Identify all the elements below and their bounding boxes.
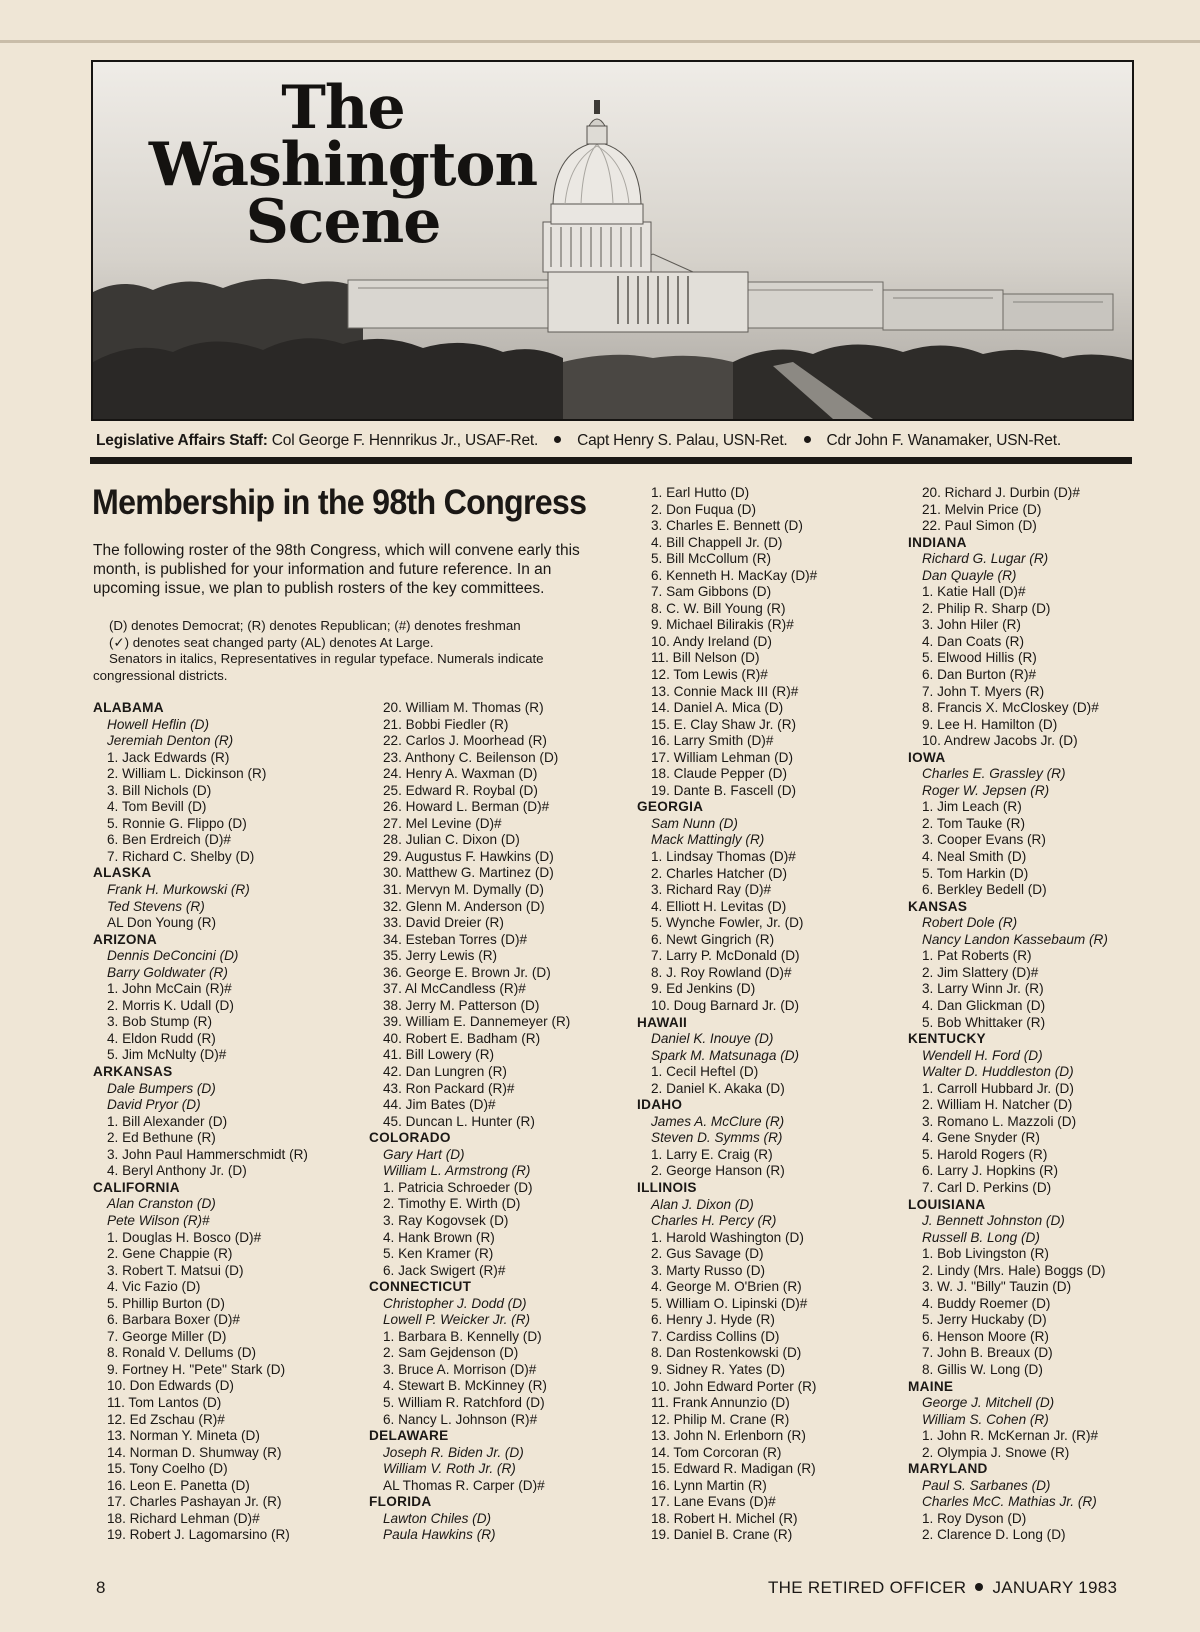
representative-entry: 1. Jack Edwards (R) [107,749,230,765]
representative-entry: 19. Daniel B. Crane (R) [651,1527,793,1543]
legend-line: Senators in italics, Representatives in regular typeface. Numerals indicate congressional districts. [93,651,544,683]
representative-entry: 35. Jerry Lewis (R) [383,948,498,964]
bullet-icon [804,436,811,443]
representative-entry: 9. Fortney H. "Pete" Stark (D) [107,1361,286,1377]
state-heading: MARYLAND [908,1461,988,1477]
representative-entry: 4. Buddy Roemer (D) [922,1295,1051,1311]
representative-entry: 1. Earl Hutto (D) [651,485,750,500]
representative-entry: 15. Edward R. Madigan (R) [651,1461,816,1477]
representative-entry: 10. Andrew Jacobs Jr. (D) [922,733,1078,749]
representative-entry: 8. Gillis W. Long (D) [922,1361,1043,1377]
representative-entry: 4. Elliott H. Levitas (D) [651,898,787,914]
representative-entry: 6. Nancy L. Johnson (R)# [383,1411,538,1427]
representative-entry: 6. Newt Gingrich (R) [651,931,775,947]
representative-entry: 5. Ronnie G. Flippo (D) [107,815,247,831]
representative-entry: 2. Charles Hatcher (D) [651,865,787,881]
representative-entry: 33. David Dreier (R) [383,915,504,931]
representative-entry: 15. Tony Coelho (D) [107,1461,228,1477]
senator-entry: Roger W. Jepsen (R) [922,782,1050,798]
representative-entry: 1. Patricia Schroeder (D) [383,1179,533,1195]
representative-entry: 7. Cardiss Collins (D) [651,1328,780,1344]
representative-entry: 25. Edward R. Roybal (D) [383,782,538,798]
senator-entry: James A. McClure (R) [651,1113,785,1129]
representative-entry: 2. Tom Tauke (R) [922,815,1026,831]
representative-entry: 6. Kenneth H. MacKay (D)# [651,567,818,583]
page-number: 8 [96,1578,106,1597]
senator-entry: Gary Hart (D) [383,1146,465,1162]
state-heading: IDAHO [637,1097,683,1113]
representative-entry: 3. Bob Stump (R) [107,1014,213,1030]
representative-entry: 2. Philip R. Sharp (D) [922,600,1051,616]
representative-entry: 4. Dan Glickman (D) [922,997,1046,1013]
roster-column-4 [908,485,1108,1544]
representative-entry: 43. Ron Packard (R)# [383,1080,515,1096]
senator-entry: Charles H. Percy (R) [651,1213,777,1229]
representative-entry: 4. George M. O'Brien (R) [651,1279,802,1295]
representative-entry: 17. William Lehman (D) [651,749,794,765]
representative-entry: 3. Bruce A. Morrison (D)# [383,1361,537,1377]
representative-entry: 20. Richard J. Durbin (D)# [922,485,1080,500]
representative-entry: 13. Norman Y. Mineta (D) [107,1428,260,1444]
senator-entry: William S. Cohen (R) [922,1411,1049,1427]
representative-entry: 4. Tom Bevill (D) [107,799,207,815]
representative-entry: 3. Cooper Evans (R) [922,832,1046,848]
state-heading: ARKANSAS [93,1064,173,1080]
article-headline: Membership in the 98th Congress [92,483,587,522]
representative-entry: 23. Anthony C. Beilenson (D) [383,749,559,765]
representative-entry: 9. Sidney R. Yates (D) [651,1361,785,1377]
senator-entry: Lawton Chiles (D) [383,1510,492,1526]
representative-entry: 2. Olympia J. Snowe (R) [922,1444,1070,1460]
representative-entry: 1. Bob Livingston (R) [922,1246,1049,1262]
representative-entry: 8. Dan Rostenkowski (D) [651,1345,802,1361]
representative-entry: 7. John B. Breaux (D) [922,1345,1053,1361]
state-heading: ILLINOIS [637,1179,697,1195]
representative-entry: 7. Carl D. Perkins (D) [922,1179,1052,1195]
representative-entry: 4. Beryl Anthony Jr. (D) [107,1163,247,1179]
senator-entry: Daniel K. Inouye (D) [651,1031,774,1047]
page-top-rule [0,40,1200,43]
representative-entry: 18. Claude Pepper (D) [651,766,788,782]
representative-entry: 5. William R. Ratchford (D) [383,1394,545,1410]
representative-entry: 19. Dante B. Fascell (D) [651,782,797,798]
representative-entry: 22. Paul Simon (D) [922,518,1037,534]
representative-entry: AL Thomas R. Carper (D)# [383,1477,545,1493]
representative-entry: 21. Melvin Price (D) [922,501,1042,517]
representative-entry: 2. Lindy (Mrs. Hale) Boggs (D) [922,1262,1106,1278]
representative-entry: 14. Daniel A. Mica (D) [651,700,784,716]
representative-entry: 32. Glenn M. Anderson (D) [383,898,545,914]
representative-entry: 2. Daniel K. Akaka (D) [651,1080,785,1096]
representative-entry: 9. Ed Jenkins (D) [651,981,756,997]
representative-entry: 5. Phillip Burton (D) [107,1295,225,1311]
representative-entry: 1. Carroll Hubbard Jr. (D) [922,1080,1074,1096]
senator-entry: Dan Quayle (R) [922,567,1017,583]
senator-entry: Barry Goldwater (R) [107,964,228,980]
state-heading: ALABAMA [93,700,164,715]
representative-entry: 2. Morris K. Udall (D) [107,997,234,1013]
representative-entry: 5. Bob Whittaker (R) [922,1014,1046,1030]
representative-entry: 5. Jerry Huckaby (D) [922,1312,1047,1328]
representative-entry: 1. John McCain (R)# [107,981,232,997]
title-line: Scene [245,187,441,257]
representative-entry: 5. Ken Kramer (R) [383,1246,494,1262]
representative-entry: 6. Larry J. Hopkins (R) [922,1163,1058,1179]
representative-entry: 1. Pat Roberts (R) [922,948,1032,964]
representative-entry: 34. Esteban Torres (D)# [383,931,528,947]
senator-entry: Lowell P. Weicker Jr. (R) [383,1312,531,1328]
representative-entry: 40. Robert E. Badham (R) [383,1030,541,1046]
representative-entry: 29. Augustus F. Hawkins (D) [383,848,554,864]
representative-entry: 5. Bill McCollum (R) [651,551,772,567]
representative-entry: 19. Robert J. Lagomarsino (R) [107,1527,290,1543]
state-heading: CONNECTICUT [369,1279,472,1295]
representative-entry: 8. J. Roy Rowland (D)# [651,964,792,980]
representative-entry: 2. Jim Slattery (D)# [922,964,1039,980]
representative-entry: 6. Berkley Bedell (D) [922,882,1047,898]
representative-entry: 6. Ben Erdreich (D)# [107,832,231,848]
senator-entry: Jeremiah Denton (R) [107,733,234,749]
representative-entry: 2. George Hanson (R) [651,1163,785,1179]
representative-entry: 10. John Edward Porter (R) [651,1378,817,1394]
representative-entry: 2. Don Fuqua (D) [651,501,757,517]
representative-entry: 3. Romano L. Mazzoli (D) [922,1113,1077,1129]
representative-entry: 2. William L. Dickinson (R) [107,766,267,782]
senator-entry: Alan J. Dixon (D) [651,1196,754,1212]
legend-line: (✓) denotes seat changed party (AL) denotes At Large. [109,634,434,650]
senator-entry: Steven D. Symms (R) [651,1130,783,1146]
senator-entry: Paul S. Sarbanes (D) [922,1477,1051,1493]
legend-line: (D) denotes Democrat; (R) denotes Republican; (#) denotes freshman [109,618,521,633]
state-heading: LOUISIANA [908,1196,986,1212]
representative-entry: 1. Lindsay Thomas (D)# [651,849,796,865]
representative-entry: 1. Harold Washington (D) [651,1229,804,1245]
representative-entry: 11. Bill Nelson (D) [651,650,760,666]
representative-entry: 42. Dan Lungren (R) [383,1064,507,1080]
senator-entry: Richard G. Lugar (R) [922,551,1049,567]
intro-paragraph: The following roster of the 98th Congress, which will convene early this month, is published for your information and future reference. In an upcoming issue, we plan to publish rosters of the key committees. [93,542,580,597]
title-line: The [281,73,405,143]
senator-entry: J. Bennett Johnston (D) [922,1213,1065,1229]
representative-entry: 1. Cecil Heftel (D) [651,1064,759,1080]
representative-entry: 3. Marty Russo (D) [651,1262,766,1278]
representative-entry: 2. Clarence D. Long (D) [922,1527,1066,1543]
representative-entry: 22. Carlos J. Moorhead (R) [383,733,547,749]
representative-entry: 16. Leon E. Panetta (D) [107,1477,250,1493]
representative-entry: 4. Vic Fazio (D) [107,1279,201,1295]
representative-entry: 39. William E. Dannemeyer (R) [383,1014,571,1030]
senator-entry: Charles E. Grassley (R) [922,766,1066,782]
representative-entry: 14. Tom Corcoran (R) [651,1444,782,1460]
state-heading: DELAWARE [369,1428,449,1444]
issue-date: JANUARY 1983 [992,1578,1118,1597]
representative-entry: 4. Dan Coats (R) [922,633,1024,649]
state-heading: FLORIDA [369,1494,432,1510]
staff-member: Capt Henry S. Palau, USN-Ret. [577,432,788,449]
representative-entry: 3. John Paul Hammerschmidt (R) [107,1146,308,1162]
representative-entry: 7. John T. Myers (R) [922,683,1045,699]
senator-entry: Walter D. Huddleston (D) [922,1064,1074,1080]
representative-entry: 2. Sam Gejdenson (D) [383,1345,519,1361]
state-heading: ALASKA [93,865,152,881]
senator-entry: William L. Armstrong (R) [383,1163,531,1179]
representative-entry: 16. Lynn Martin (R) [651,1477,767,1493]
senator-entry: Mack Mattingly (R) [651,832,765,848]
legislative-staff-line [96,432,1131,450]
representative-entry: 6. Barbara Boxer (D)# [107,1312,240,1328]
representative-entry: 1. Barbara B. Kennelly (D) [383,1328,542,1344]
representative-entry: 3. Bill Nichols (D) [107,782,212,798]
senator-entry: Alan Cranston (D) [107,1196,216,1212]
representative-entry: 9. Lee H. Hamilton (D) [922,716,1058,732]
state-heading: MAINE [908,1378,954,1394]
representative-entry: 1. John R. McKernan Jr. (R)# [922,1428,1099,1444]
representative-entry: 3. Ray Kogovsek (D) [383,1212,509,1228]
representative-entry: 1. Douglas H. Bosco (D)# [107,1229,262,1245]
representative-entry: 20. William M. Thomas (R) [383,700,544,715]
representative-entry: 4. Stewart B. McKinney (R) [383,1378,547,1394]
senator-entry: William V. Roth Jr. (R) [383,1461,516,1477]
representative-entry: 11. Frank Annunzio (D) [651,1395,790,1411]
state-heading: HAWAII [637,1014,688,1030]
representative-entry: 21. Bobbi Fiedler (R) [383,716,509,732]
representative-entry: 30. Matthew G. Martinez (D) [383,865,554,881]
representative-entry: 7. Larry P. McDonald (D) [651,948,800,964]
representative-entry: 1. Roy Dyson (D) [922,1510,1027,1526]
state-heading: GEORGIA [637,799,704,815]
representative-entry: 7. Richard C. Shelby (D) [107,848,255,864]
footer-masthead [768,1578,1117,1598]
representative-entry: 28. Julian C. Dixon (D) [383,832,520,848]
representative-entry: 3. Robert T. Matsui (D) [107,1262,244,1278]
senator-entry: Wendell H. Ford (D) [922,1047,1043,1063]
representative-entry: 6. Henson Moore (R) [922,1328,1049,1344]
state-heading: IOWA [908,749,946,765]
representative-entry: 18. Robert H. Michel (R) [651,1510,798,1526]
representative-entry: 12. Ed Zschau (R)# [107,1411,225,1427]
representative-entry: 10. Andy Ireland (D) [651,633,772,649]
representative-entry: 2. Gene Chappie (R) [107,1246,233,1262]
representative-entry: 37. Al McCandless (R)# [383,981,526,997]
state-heading: ARIZONA [93,931,158,947]
representative-entry: AL Don Young (R) [107,915,217,931]
title-line: Washington [148,130,538,200]
representative-entry: 38. Jerry M. Patterson (D) [383,997,540,1013]
staff-member: Col George F. Hennrikus Jr., USAF-Ret. [271,432,539,449]
senator-entry: Nancy Landon Kassebaum (R) [922,931,1108,947]
senator-entry: George J. Mitchell (D) [922,1395,1055,1411]
senator-entry: Spark M. Matsunaga (D) [651,1047,800,1063]
representative-entry: 7. Sam Gibbons (D) [651,584,772,600]
bullet-icon [554,436,561,443]
representative-entry: 27. Mel Levine (D)# [383,815,502,831]
representative-entry: 17. Lane Evans (D)# [651,1494,776,1510]
representative-entry: 6. Dan Burton (R)# [922,667,1037,683]
state-heading: CALIFORNIA [93,1179,180,1195]
state-heading: KANSAS [908,898,968,914]
representative-entry: 14. Norman D. Shumway (R) [107,1444,282,1460]
representative-entry: 2. William H. Natcher (D) [922,1097,1073,1113]
magazine-name: THE RETIRED OFFICER [768,1578,967,1597]
representative-entry: 15. E. Clay Shaw Jr. (R) [651,716,797,732]
representative-entry: 3. Larry Winn Jr. (R) [922,981,1044,997]
representative-entry: 5. Tom Harkin (D) [922,865,1029,881]
roster-column-1 [93,700,308,1544]
staff-member: Cdr John F. Wanamaker, USN-Ret. [826,432,1061,449]
representative-entry: 1. Larry E. Craig (R) [651,1146,773,1162]
representative-entry: 11. Tom Lantos (D) [107,1394,222,1410]
representative-entry: 8. Ronald V. Dellums (D) [107,1345,257,1361]
state-heading: INDIANA [908,534,967,550]
representative-entry: 7. George Miller (D) [107,1328,227,1344]
representative-entry: 2. Timothy E. Wirth (D) [383,1196,521,1212]
representative-entry: 6. Jack Swigert (R)# [383,1262,506,1278]
representative-entry: 41. Bill Lowery (R) [383,1047,495,1063]
representative-entry: 5. Harold Rogers (R) [922,1146,1048,1162]
roster-column-3 [637,485,817,1544]
representative-entry: 26. Howard L. Berman (D)# [383,799,550,815]
representative-entry: 44. Jim Bates (D)# [383,1097,496,1113]
senator-entry: Pete Wilson (R)# [107,1212,210,1228]
representative-entry: 18. Richard Lehman (D)# [107,1510,260,1526]
representative-entry: 1. Katie Hall (D)# [922,584,1026,600]
state-heading: KENTUCKY [908,1031,986,1047]
senator-entry: Dale Bumpers (D) [107,1080,216,1096]
representative-entry: 3. W. J. "Billy" Tauzin (D) [922,1279,1072,1295]
legend-notes [93,618,603,684]
senator-entry: Ted Stevens (R) [107,898,205,914]
senator-entry: Paula Hawkins (R) [383,1527,496,1543]
representative-entry: 12. Philip M. Crane (R) [651,1411,790,1427]
senator-entry: Christopher J. Dodd (D) [383,1295,527,1311]
representative-entry: 10. Don Edwards (D) [107,1378,234,1394]
senator-entry: Howell Heflin (D) [107,716,209,732]
representative-entry: 3. John Hiler (R) [922,617,1021,633]
roster-column-2 [369,700,570,1544]
representative-entry: 1. Bill Alexander (D) [107,1113,228,1129]
representative-entry: 2. Gus Savage (D) [651,1246,764,1262]
representative-entry: 3. Richard Ray (D)# [651,882,772,898]
representative-entry: 31. Mervyn M. Dymally (D) [383,882,544,898]
representative-entry: 3. Charles E. Bennett (D) [651,518,803,534]
representative-entry: 36. George E. Brown Jr. (D) [383,964,551,980]
section-title [133,73,553,257]
capitol-photo-banner [91,60,1134,421]
senator-entry: Sam Nunn (D) [651,815,738,831]
senator-entry: Dennis DeConcini (D) [107,948,239,964]
representative-entry: 16. Larry Smith (D)# [651,733,774,749]
representative-entry: 4. Bill Chappell Jr. (D) [651,534,783,550]
representative-entry: 5. Elwood Hillis (R) [922,650,1037,666]
representative-entry: 13. Connie Mack III (R)# [651,683,799,699]
representative-entry: 4. Eldon Rudd (R) [107,1030,216,1046]
representative-entry: 4. Hank Brown (R) [383,1229,495,1245]
representative-entry: 45. Duncan L. Hunter (R) [383,1113,535,1129]
bullet-icon [975,1583,983,1591]
senator-entry: Joseph R. Biden Jr. (D) [383,1444,524,1460]
representative-entry: 5. Jim McNulty (D)# [107,1047,227,1063]
state-heading: COLORADO [369,1130,451,1146]
senator-entry: Russell B. Long (D) [922,1229,1040,1245]
representative-entry: 8. C. W. Bill Young (R) [651,600,786,616]
representative-entry: 1. Jim Leach (R) [922,799,1022,815]
representative-entry: 12. Tom Lewis (R)# [651,667,768,683]
representative-entry: 2. Ed Bethune (R) [107,1130,216,1146]
representative-entry: 6. Henry J. Hyde (R) [651,1312,775,1328]
representative-entry: 8. Francis X. McCloskey (D)# [922,700,1099,716]
staff-label: Legislative Affairs Staff: [96,432,268,449]
representative-entry: 4. Gene Snyder (R) [922,1130,1040,1146]
representative-entry: 9. Michael Bilirakis (R)# [651,617,794,633]
heavy-divider [90,457,1132,464]
representative-entry: 5. William O. Lipinski (D)# [651,1295,808,1311]
representative-entry: 17. Charles Pashayan Jr. (R) [107,1494,282,1510]
senator-entry: Robert Dole (R) [922,915,1018,931]
representative-entry: 5. Wynche Fowler, Jr. (D) [651,915,804,931]
senator-entry: Frank H. Murkowski (R) [107,882,250,898]
representative-entry: 13. John N. Erlenborn (R) [651,1428,806,1444]
senator-entry: Charles McC. Mathias Jr. (R) [922,1494,1097,1510]
representative-entry: 10. Doug Barnard Jr. (D) [651,997,800,1013]
senator-entry: David Pryor (D) [107,1097,201,1113]
representative-entry: 24. Henry A. Waxman (D) [383,766,538,782]
representative-entry: 4. Neal Smith (D) [922,849,1027,865]
